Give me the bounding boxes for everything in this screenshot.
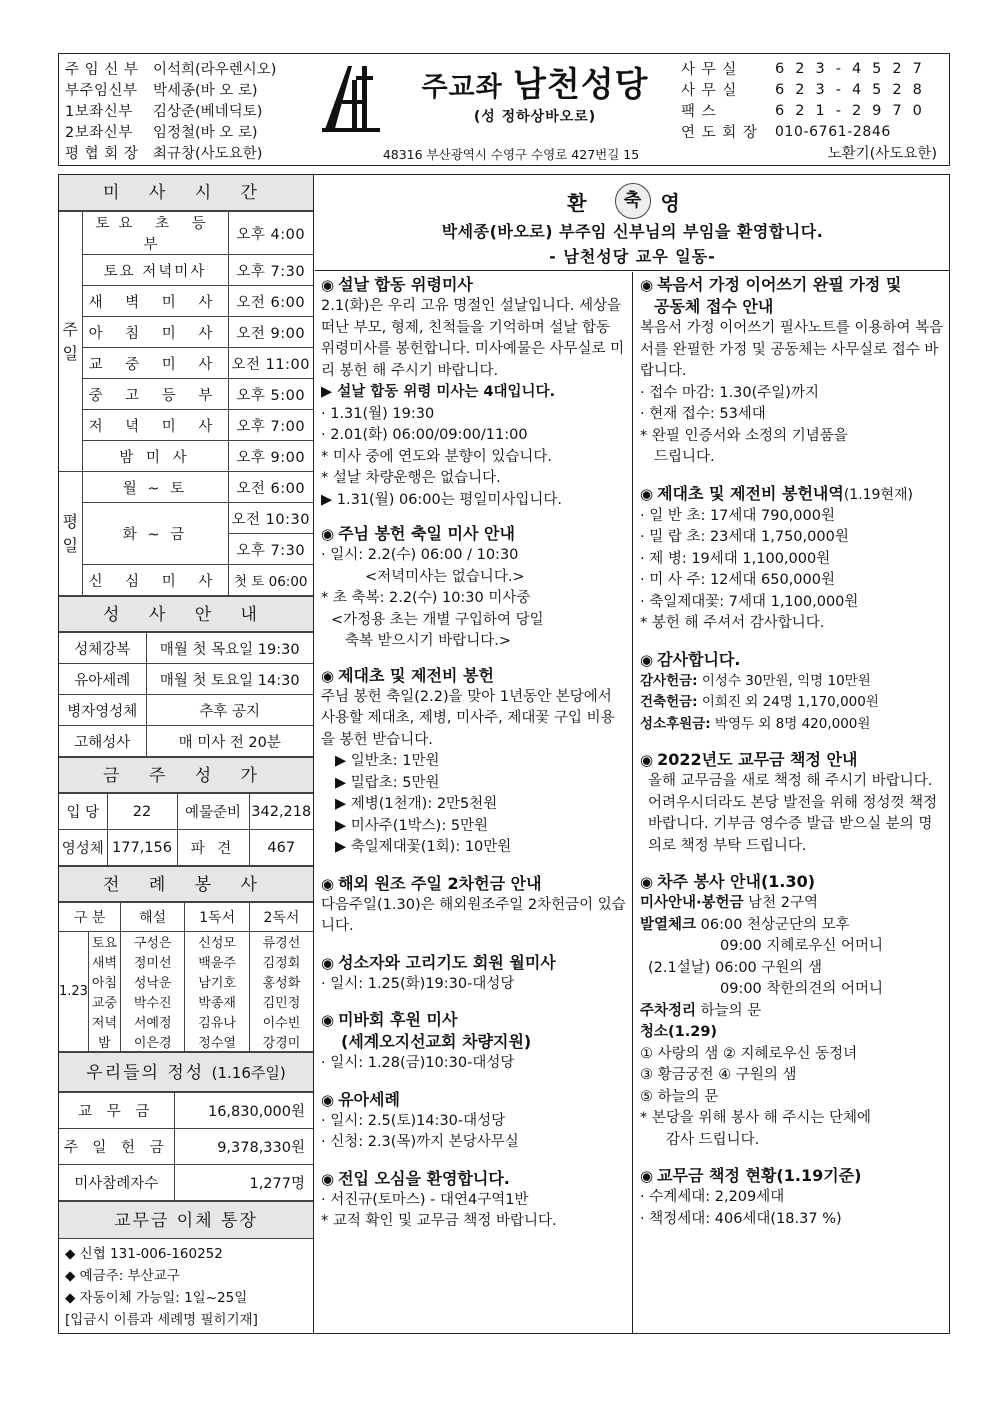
table-row: 토요 저녁미사 오후 7:30 [59,255,313,286]
notice-thanks: ◉ 감사합니다. 감사헌금: 이성수 30만원, 익명 10만원 건축헌금: 이희진 외 24명 1,170,000원 성소후원금: 박영두 외 8명 420,000원 [640,649,879,732]
sacraments-table [59,632,313,757]
bulletin-body [58,174,950,1334]
table-row: 밤 이은경 정수열 강경미 [59,1032,313,1052]
table-row: 밤 미 사 오후 9:00 [59,441,313,472]
weekday-label: 평 일 [59,472,82,596]
notice-vocation-mass: ◉ 성소자와 고리기도 회원 월미사 · 일시: 1.25(화)19:30-대성당 [321,952,556,992]
bulletin-header [58,53,950,166]
contact-person: 노환기(사도요한) [827,146,937,162]
account-title: 교무금 이체 통장 [59,1201,313,1239]
contact-row: 팩 스 6 2 1 - 2 9 7 0 [681,102,926,120]
bullet-icon: ◉ [321,276,335,294]
staff-row: 부주임신부 박세종(바 오 로) [65,83,258,99]
notice-offering-report: ◉ 제대초 및 제전비 봉헌내역(1.19현재) · 일 반 초: 17세대 790,000원 · 밀 랍 초: 23세대 1,750,000원 · 제 병: 19세대 1,100,000원 · 미 사 주: 12세대 650,000원 · 축일제대꽃: 7세대 1,100,000원 * 봉헌 해 주셔서 감사합니다. [640,483,913,631]
welcome-message: 박세종(바오로) 부주임 신부님의 부임을 환영합니다. [441,222,824,241]
bullet-icon: ◉ [640,751,654,769]
staff-row: 평 협 회 장 최규창(사도요한) [65,146,263,162]
liturgy-service-table [59,902,313,1052]
staff-row: 2보좌신부 임정철(바 오 로) [65,125,258,141]
table-row: 유아세례 매월 첫 토요일 14:30 [59,664,313,695]
bullet-icon: ◉ [640,276,654,294]
table-row: 평 일 월 ~ 토 오전 6:00 [59,472,313,503]
table-row: 1.23 토요 구성은 신성모 류경선 [59,932,313,952]
notice-presentation-feast: ◉ 주님 봉헌 축일 미사 안내 · 일시: 2.2(수) 06:00 / 10:30 <저녁미사는 없습니다.> * 초 축복: 2.2(수) 10:30 미사중 <가정용 초는 개별 구입하여 당일 축복 받으시기 바랍니다.> [321,524,544,649]
table-row: 새 벽 미 사 오전 6:00 [59,286,313,317]
table-row: 신 심 미 사 첫 토 06:00 [59,565,313,596]
notice-pledge-status: ◉ 교무금 책정 현황(1.19기준) · 수계세대: 2,209세대 · 책정세대: 406세대(18.37 %) [640,1166,862,1227]
table-row: 화 ~ 금 오전 10:30 [59,503,313,534]
table-row: 영성체 177,156 파 견 467 [59,830,313,866]
table-row: 성체강복 매월 첫 목요일 19:30 [59,633,313,664]
hymns-table [59,793,313,866]
notice-next-week-service: ◉ 차주 봉사 안내(1.30) 미사안내·봉헌금 남천 2구역 발열체크 06:00 천상군단의 모후 09:00 지혜로우신 어머니 (2.1설날) 06:00 구원의 샘 09:00 착한의견의 어머니 주차정리 하늘의 문 청소(1.29) ① 사랑의 샘 ② 지혜로우신 동정녀 ③ 황금궁전 ④ 구원의 샘 ⑤ 하늘의 문 * 본당을 위해 봉사 해 주시는 단체에 감사 드립니다. [640,872,884,1148]
right-column [634,272,950,1334]
staff-row: 주 임 신 부 이석희(라우렌시오) [65,62,277,78]
church-name: 남천성당 [513,65,649,105]
church-logo-icon [322,60,380,134]
middle-column [315,272,633,1334]
table-row: 중 고 등 부 오후 5:00 [59,379,313,410]
left-column [59,175,314,1333]
table-row: 저 녁 미 사 오후 7:00 [59,410,313,441]
bullet-icon: ◉ [640,650,654,669]
table-row: 새벽 정미선 백윤주 김정회 [59,952,313,972]
table-row: 아 침 미 사 오전 9:00 [59,317,313,348]
table-row: 오후 7:30 [59,534,313,565]
contact-list [681,58,943,163]
bullet-icon: ◉ [321,953,335,972]
table-row: 병자영성체 추후 공지 [59,695,313,726]
table-row: 구 분 해설 1독서 2독서 [59,903,313,932]
bullet-icon: ◉ [321,525,335,543]
notice-lunar-new-year-mass: ◉ 설날 합동 위령미사 2.1(화)은 우리 고유 명절인 설날입니다. 세상을 떠난 부모, 형제, 친척들을 기억하며 설날 합동 위령미사를 봉헌합니다. 미사예물은 사무실로 미리 봉헌 해 주시기 바랍니다. ▶ 설날 합동 위령 미사는 4대입니다. · 1.31(월) 19:30 · 2.01(화) 06:00/09:00/11:00 * 미사 중에 연도와 분향이 있습니다. * 설날 차량운행은 없습니다. ▶ 1.31(월) 06:00는 평일미사입니다. [321,275,625,508]
church-prefix: 주교좌 [421,72,503,103]
hymns-title: 금 주 성 가 [59,757,313,793]
table-row: 입 당 22 예물준비 342,218 [59,794,313,830]
table-row: 교 중 미 사 오전 11:00 [59,348,313,379]
welcome-banner: 환 축 영 박세종(바오로) 부주임 신부님의 부임을 환영합니다. - 남천성당 교우 일동- [315,175,950,271]
table-row: 아침 성낙운 남기호 홍성화 [59,972,313,992]
clergy-list [65,58,323,163]
table-row: 주 일 헌 금 9,378,330원 [59,1129,313,1165]
bullet-icon: ◉ [640,484,654,503]
bullet-icon: ◉ [321,1011,335,1029]
bullet-icon: ◉ [321,1169,335,1188]
church-title [387,57,683,126]
contact-row: 사 무 실 6 2 3 - 4 5 2 7 [681,60,926,78]
staff-row: 1보좌신부 김상준(베네딕토) [65,104,263,120]
church-address: 48316 부산광역시 수영구 수영로 427번길 15 [382,147,640,162]
contact-row: 사 무 실 6 2 3 - 4 5 2 8 [681,81,926,99]
notice-welcome-newcomers: ◉ 전입 오심을 환영합니다. · 서진규(토마스) - 대연4구역1반 * 교적 확인 및 교무금 책정 바랍니다. [321,1168,557,1229]
account-info: ◆ 신협 131-006-160252 ◆ 예금주: 부산교구 ◆ 자동이체 가능일: 1일~25일 [입금시 이름과 세례명 필히기재] [65,1246,258,1328]
church-patron: (성 정하상바오로) [473,109,597,125]
table-row: 미사참례자수 1,277명 [59,1165,313,1201]
notice-infant-baptism: ◉ 유아세례 · 일시: 2.5(토)14:30-대성당 · 신청: 2.3(목)까지 본당사무실 [321,1089,519,1150]
bullet-icon: ◉ [321,874,335,893]
table-row: 교 무 금 16,830,000원 [59,1093,313,1129]
liturgy-service-title: 전 례 봉 사 [59,866,313,902]
notice-mibahoe-mass: ◉ 미바회 후원 미사 (세계오지선교회 차량지원) · 일시: 1.28(금)10:30-대성당 [321,1010,532,1071]
mass-schedule-title: 미 사 시 간 [59,175,313,211]
bullet-icon: ◉ [321,1090,335,1109]
notice-altar-offering: ◉ 제대초 및 제전비 봉헌 주님 봉헌 축일(2.2)을 맞아 1년동안 본당에서 사용할 제대초, 제병, 미사주, 제대꽃 구입 비용을 봉헌 받습니다. ▶ 일반초: 1만원 ▶ 밀랍초: 5만원 ▶ 제병(1천개): 2만5천원 ▶ 미사주(1박스): 5만원 ▶ 축일제대꽃(1회): 10만원 [321,665,615,855]
celebration-seal-icon: 축 [615,183,651,219]
notice-gospel-transcription: ◉ 복음서 가정 이어쓰기 완필 가정 및 공동체 접수 안내 복음서 가정 이어쓰기 필사노트를 이용하여 복음서를 완필한 가정 및 공동체는 사무실로 접수 바랍니다. · 접수 마감: 1.30(주일)까지 · 현재 접수: 53세대 * 완필 인증서와 소정의 기념품을 드립니다. [640,275,944,465]
bullet-icon: ◉ [321,666,335,685]
notice-overseas-aid: ◉ 해외 원조 주일 2차헌금 안내 다음주일(1.30)은 해외원조주일 2차헌금이 있습니다. [321,873,626,934]
notice-pledge-2022: ◉ 2022년도 교무금 책정 안내 올해 교무금을 새로 책정 해 주시기 바랍니다. 어려우시더라도 본당 발전을 위해 정성껏 책정 바랍니다. 기부금 영수증 발급 받으실 분의 명의로 책정 부탁 드립니다. [640,750,938,854]
bullet-icon: ◉ [640,1167,654,1185]
sacraments-title: 성 사 안 내 [59,596,313,632]
bullet-icon: ◉ [640,873,654,891]
table-row: 주 일 토요 초 등 부 오후 4:00 [59,212,313,255]
welcome-signature: - 남천성당 교우 일동- [549,247,716,266]
contact-row: 연 도 회 장 010-6761-2846 [681,123,891,141]
mass-schedule-table [59,211,313,596]
offerings-table [59,1092,313,1201]
sunday-label: 주 일 [59,212,82,472]
table-row: 저녁 서예정 김유나 이수빈 [59,1012,313,1032]
table-row: 교중 박수진 박종재 김민정 [59,992,313,1012]
offerings-title: 우리들의 정성 (1.16주일) [59,1052,313,1092]
table-row: 고해성사 매 미사 전 20분 [59,726,313,757]
